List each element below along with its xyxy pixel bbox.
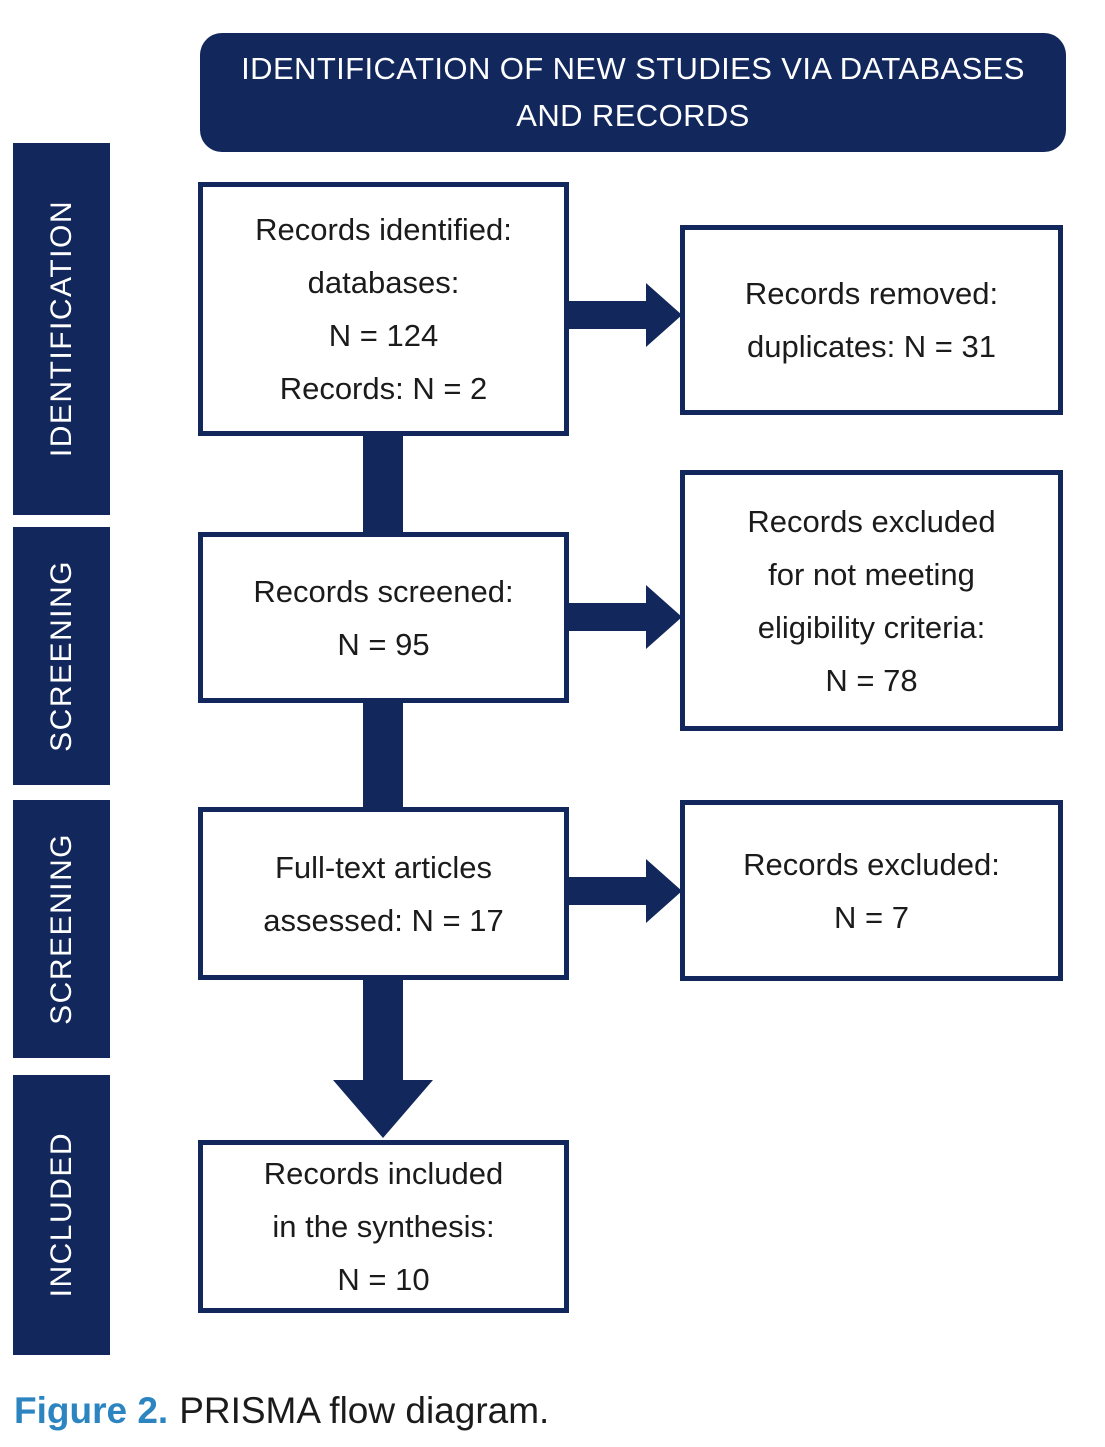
box-line: Full-text articles — [274, 849, 493, 885]
connector-screened-to-fulltext — [363, 701, 403, 809]
arrow-shaft — [566, 877, 646, 905]
box-line: Records removed: — [744, 276, 999, 311]
right-arrow-icon — [646, 283, 682, 347]
box-line: databases: — [307, 265, 460, 300]
box-line: assessed: N = 17 — [263, 902, 504, 938]
box-line: Records identified: — [255, 212, 512, 247]
stage-label-screening-2 — [13, 800, 110, 1058]
stage-label-screening-1 — [13, 527, 110, 785]
down-arrow-icon — [333, 1080, 433, 1138]
box-line: duplicates: N = 31 — [746, 329, 996, 364]
right-arrow-icon — [646, 585, 682, 649]
box-line: N = 78 — [825, 662, 918, 698]
diagram-title-banner — [200, 33, 1066, 152]
records-excluded-eligibility-box — [680, 470, 1063, 731]
stage-label-text: SCREENING — [44, 833, 78, 1025]
box-line: N = 95 — [337, 626, 430, 662]
box-line: Records excluded — [747, 503, 996, 539]
records-excluded-box — [680, 800, 1063, 981]
box-line: in the synthesis: — [272, 1209, 495, 1244]
box-line: N = 10 — [337, 1262, 430, 1297]
box-line: Records excluded: — [743, 846, 1000, 882]
right-arrow-icon — [646, 859, 682, 923]
box-line: Records included — [263, 1156, 504, 1191]
stage-label-included — [13, 1075, 110, 1355]
stage-label-text: IDENTIFICATION — [44, 200, 78, 458]
records-included-box — [198, 1140, 569, 1313]
box-line: eligibility criteria: — [757, 609, 986, 645]
box-line: for not meeting — [768, 556, 975, 592]
diagram-title-line: IDENTIFICATION OF NEW STUDIES VIA DATABASES — [241, 51, 1025, 86]
stage-label-text: SCREENING — [44, 560, 78, 752]
fulltext-assessed-box — [198, 807, 569, 980]
stage-label-identification — [13, 143, 110, 515]
arrow-shaft — [566, 301, 646, 329]
figure-caption-text: PRISMA flow diagram. — [179, 1390, 550, 1431]
box-line: N = 124 — [328, 318, 439, 353]
arrow-shaft — [566, 603, 646, 631]
connector-fulltext-to-included — [363, 978, 403, 1082]
records-identified-box — [198, 182, 569, 436]
diagram-title-line: AND RECORDS — [516, 97, 750, 133]
box-line: Records screened: — [253, 573, 514, 609]
records-screened-box — [198, 532, 569, 703]
connector-identified-to-screened — [363, 434, 403, 534]
figure-caption — [14, 1390, 549, 1432]
records-removed-box — [680, 225, 1063, 415]
box-line: N = 7 — [834, 899, 909, 935]
figure-caption-label: Figure 2. — [14, 1390, 169, 1431]
box-line: Records: N = 2 — [279, 371, 488, 406]
stage-label-text: INCLUDED — [44, 1132, 78, 1298]
